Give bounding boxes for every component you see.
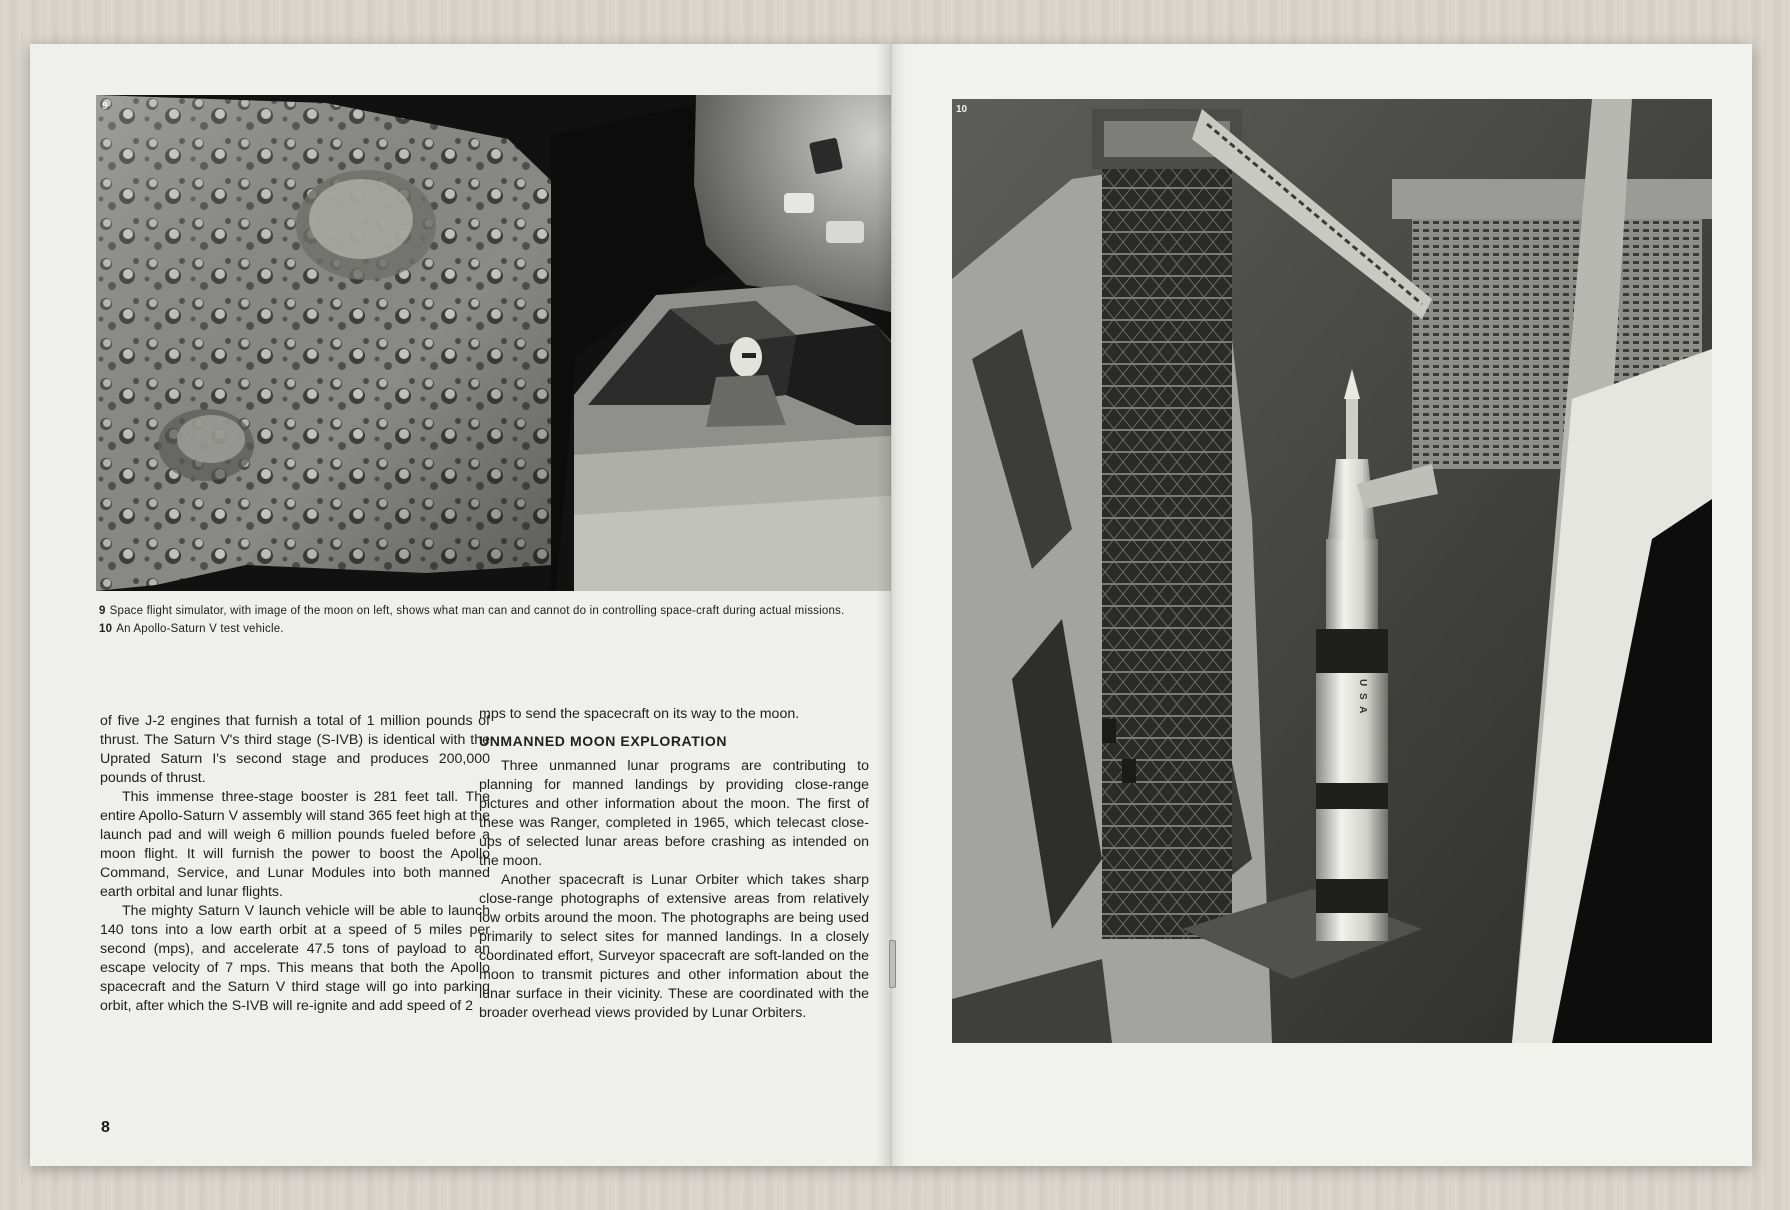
paragraph-continued: mps to send the spacecraft on its way to the moon. [479, 706, 800, 722]
saturn-v-launch-pad-image [952, 99, 1712, 1043]
text-column-1 [100, 712, 490, 1016]
figure-9-label: 9 [102, 101, 108, 112]
center-gutter [876, 44, 906, 1166]
right-page [891, 44, 1752, 1166]
text-column-2 [479, 705, 869, 1023]
caption-10-number: 10 [99, 623, 113, 635]
left-page [30, 44, 891, 1166]
paragraph-3: The mighty Saturn V launch vehicle will be able to launch 140 tons into a low earth orbit at a speed of 5 miles per second (mps), and accelerate 47.5 tons of payload to an escape velocity of 7 mps. This means that both the Apollo spacecraft and the Saturn V third stage will go into parking orbit, after which the S-IVB will re-ignite and add speed of 2 [100, 903, 490, 1014]
flight-simulator-image [96, 95, 904, 591]
booklet-spread [30, 44, 1752, 1166]
figure-10-label: 10 [956, 104, 968, 115]
caption-10-text: An Apollo-Saturn V test vehicle. [116, 623, 284, 635]
caption-9-text: Space flight simulator, with image of the moon on left, shows what man can and cannot do in controlling space-craft during actual missions. [109, 605, 845, 617]
rocket-lettering: U S A [1357, 679, 1368, 716]
saturn-v-photo [952, 99, 1712, 1043]
flight-simulator-photo [96, 95, 904, 591]
staple-top [889, 940, 896, 988]
paragraph-5: Another spacecraft is Lunar Orbiter which takes sharp close-range photographs of extensive areas from relatively low orbits around the moon. The photographs are being used primarily to select sites for manned landings. In a closely coordinated effort, Surveyor spacecraft are soft-landed on the moon to transmit pictures and other information about the lunar surface in their vicinity. These are coordinated with the broader overhead views provided by Lunar Orbiters. [479, 872, 869, 1021]
paragraph-2: This immense three-stage booster is 281 feet tall. The entire Apollo-Saturn V assembly will stand 365 feet high at the launch pad and will weigh 6 million pounds fueled before a moon flight. It will furnish the power to boost the Apollo Command, Service, and Lunar Modules into both manned earth orbital and lunar flights. [100, 789, 490, 900]
paragraph-1: of five J-2 engines that furnish a total of 1 million pounds of thrust. The Saturn V's third stage (S-IVB) is identical with the Uprated Saturn I's second stage and produces 200,000 pounds of thrust. [100, 713, 490, 786]
caption-9 [99, 605, 859, 618]
caption-10 [99, 623, 859, 636]
caption-block [99, 605, 859, 636]
page-number: 8 [101, 1119, 110, 1136]
caption-9-number: 9 [99, 605, 106, 617]
section-heading: UNMANNED MOON EXPLORATION [479, 733, 728, 749]
paragraph-4: Three unmanned lunar programs are contributing to planning for manned landings by providing close-range pictures and other information about the moon. The first of these was Ranger, completed in 1965, which telecast close-ups of selected lunar areas before crashing as intended on the moon. [479, 758, 869, 869]
